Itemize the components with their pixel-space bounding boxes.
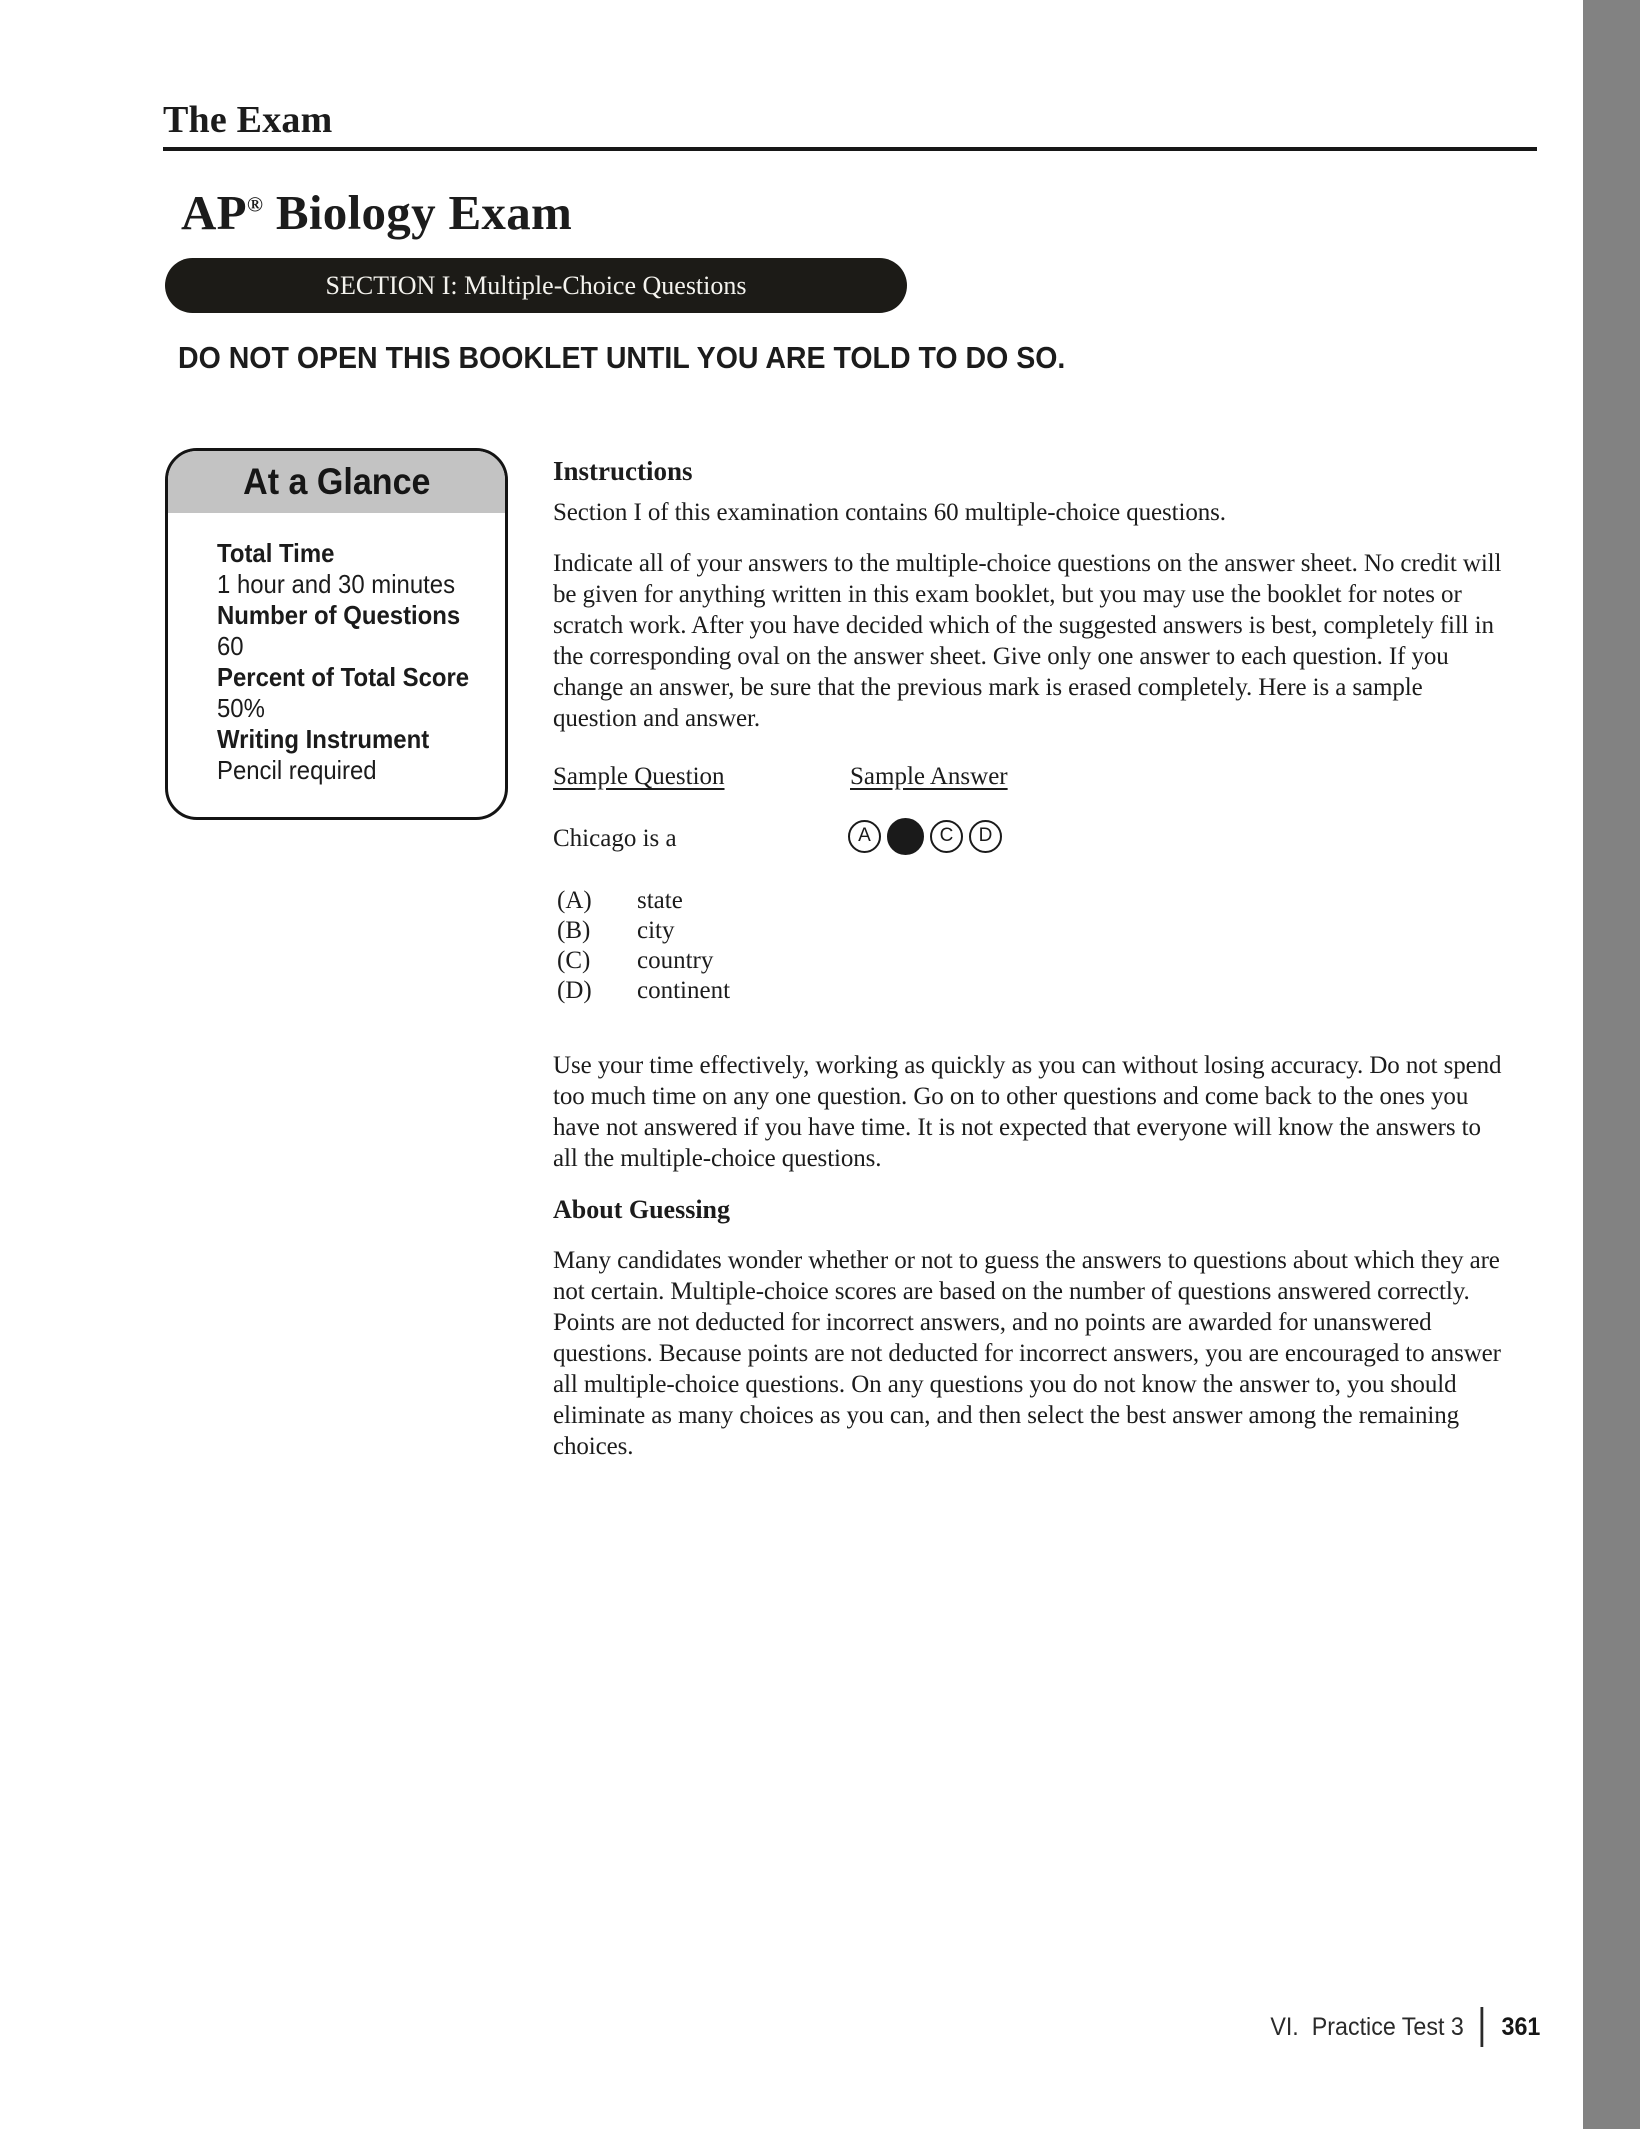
bubble-a: A [848, 820, 881, 853]
at-a-glance-title: At a Glance [242, 461, 431, 502]
sample-question-text: Chicago is a [553, 825, 677, 852]
answer-bubbles [848, 817, 1002, 855]
at-a-glance-box [165, 448, 508, 820]
section-banner: SECTION I: Multiple-Choice Questions [165, 258, 907, 313]
time-advice-paragraph: Use your time effectively, working as quickly as you can without losing accuracy. Do not spend too much time on any one question. Go on to other questions and come back to the ones you have not answered if you have time. It is not expected that everyone will know the answers to all the multiple-choice questions. [553, 1052, 1502, 1172]
at-a-glance-header [168, 451, 505, 513]
bubble-b-filled [887, 818, 924, 855]
page-title-main: AP [181, 185, 247, 240]
instructions-paragraph: Indicate all of your answers to the multiple-choice questions on the answer sheet. No credit will be given for anything written in this exam booklet, but you may use the booklet for notes or scratch work. After you have decided which of the suggested answers is best, completely fill in the corresponding oval on the answer sheet. Give only one answer to each question. If you change an answer, be sure that the previous mark is erased completely. Here is a sample question and answer. [553, 550, 1502, 732]
glance-value: 50% [217, 693, 265, 723]
about-guessing-heading: About Guessing [553, 1195, 730, 1224]
bubble-d: D [969, 820, 1002, 853]
glance-value: 1 hour and 30 minutes [217, 569, 456, 599]
answer-options-list [557, 886, 730, 1006]
option-row: (B) city [557, 917, 675, 944]
glance-label: Total Time [217, 538, 335, 568]
option-row: (A) state [557, 887, 683, 914]
glance-value: Pencil required [217, 755, 377, 785]
glance-label: Percent of Total Score [217, 662, 470, 692]
right-margin-band [1583, 0, 1640, 2129]
bubble-c: C [930, 820, 963, 853]
page-title [181, 184, 572, 241]
option-row: (D) continent [557, 977, 731, 1004]
about-guessing-paragraph: Many candidates wonder whether or not to guess the answers to questions about which they are not certain. Multiple-choice scores are based on the number of questions answered correctly. Points are not deducted for incorrect answers, and no points are awarded for unanswered questions. Because points are not deducted for incorrect answers, you are encouraged to answer all multiple-choice questions. On any questions you do not know the answer to, you should eliminate as many choices as you can, and then select the best answer among the remaining choices. [553, 1247, 1501, 1460]
instructions-intro: Section I of this examination contains 60 multiple-choice questions. [553, 499, 1226, 526]
page-footer [1270, 2005, 1540, 2049]
footer-divider [1480, 2007, 1482, 2047]
registered-mark: ® [246, 192, 264, 217]
sample-answer-label: Sample Answer [850, 763, 1008, 790]
heading-rule [163, 147, 1537, 151]
footer-section-label: Practice Test 3 [1311, 2012, 1464, 2041]
footer-section-numeral: VI. [1270, 2012, 1299, 2041]
sample-question-label: Sample Question [553, 763, 725, 790]
option-row: (C) country [557, 947, 714, 974]
page-number: 361 [1501, 2012, 1540, 2041]
do-not-open-warning: DO NOT OPEN THIS BOOKLET UNTIL YOU ARE TOLD TO DO SO. [178, 340, 1066, 375]
at-a-glance-body [168, 513, 505, 786]
chapter-heading: The Exam [163, 99, 333, 141]
glance-label: Number of Questions [217, 600, 461, 630]
glance-value: 60 [217, 631, 244, 661]
page-title-rest: Biology Exam [263, 185, 573, 240]
glance-label: Writing Instrument [217, 724, 430, 754]
instructions-heading: Instructions [553, 456, 693, 486]
